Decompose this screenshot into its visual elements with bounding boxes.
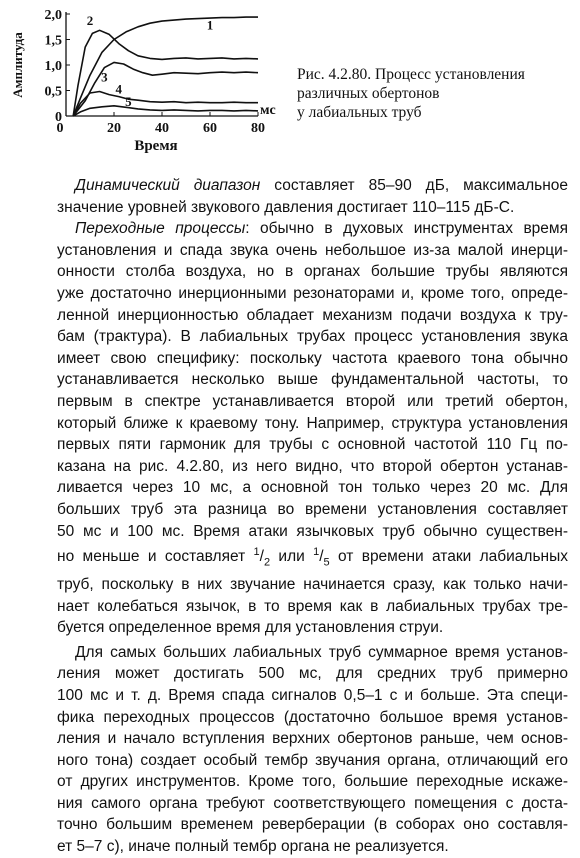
line-text: который ближе к краевому тону. Например, структура установления <box>57 414 568 432</box>
y-tick-label: 1,0 <box>44 59 62 74</box>
line-text: точно большим временем реверберации (в соборах оно составля- <box>57 816 568 834</box>
line-text: ления может достигать 500 мс, для средних труб примерно <box>57 665 568 683</box>
line-text: ления и начало вступления верхних обертонов раньше, чем основ- <box>57 730 568 748</box>
line-text: первым в спектре устанавливается второй или третий обертон, <box>57 392 568 410</box>
text-line <box>40 836 568 858</box>
paragraph-transients <box>40 218 568 639</box>
text-line <box>40 499 568 521</box>
line-text: онности столба воздуха, но в органах большие трубы являются <box>57 263 568 281</box>
line-text: первых пяти гармоник для трубы с основной частотой 110 Гц по- <box>57 436 568 454</box>
text-line: буется определенное время для установления струи. <box>57 619 444 637</box>
x-unit-label: мс <box>260 103 276 118</box>
x-origin-label: 0 <box>56 121 64 136</box>
x-axis-title: Время <box>134 138 178 154</box>
line-text: Для самых больших лабиальных труб суммарное время установ- <box>75 643 568 661</box>
text-line <box>40 326 568 348</box>
text-line <box>40 240 568 262</box>
text-line-fractions <box>40 542 568 574</box>
line-text: значение уровней звукового давления достигает 110–115 дБ-С. <box>57 198 515 216</box>
paragraph-large-pipes <box>40 642 568 858</box>
series-1-label: 1 <box>206 17 214 33</box>
line-text: ливается через 10 мс, а основной тон только через 20 мс. Для <box>57 479 568 497</box>
series-4-line <box>73 92 258 117</box>
caption-line: Рис. 4.2.80. Процесс установления <box>297 66 525 83</box>
caption-line: у лабиальных труб <box>297 104 422 121</box>
line-text: 50 мс и 100 мс. Время атаки язычковых труб обычно существен- <box>57 522 568 540</box>
text-line <box>40 663 568 685</box>
text-line: нает колебаться язычок, в то время как в лабиальных трубах тре- <box>57 597 568 615</box>
series-1-line <box>73 17 258 116</box>
x-tick-label: 20 <box>107 121 121 136</box>
text-line <box>40 814 568 836</box>
text-line <box>40 391 568 413</box>
line-text: ленной инерционностью обладает механизм подачи воздуха к тру- <box>57 306 568 324</box>
line-text: 100 мс и т. д. Время спада сигналов 0,5–1 с и больше. Эта специ- <box>57 686 568 704</box>
emphasis-term: Переходные процессы <box>75 220 246 238</box>
figure-4-2-80 <box>0 0 580 175</box>
y-axis-title: Амплитуда <box>10 32 25 98</box>
text-line <box>40 750 568 772</box>
y-tick-label: 0 <box>55 110 62 125</box>
line-text: но меньше и составляет <box>57 548 254 566</box>
series-4-label: 4 <box>115 81 123 97</box>
series-5-line <box>73 106 258 116</box>
series-5-label: 5 <box>125 93 132 109</box>
fraction-slash: / <box>259 548 264 566</box>
line-text: составляет 85–90 дБ, максимальное <box>260 177 568 194</box>
fraction-slash: / <box>319 548 324 566</box>
line-text: устанавливается несколько выше фундаментальной частоты, то <box>57 371 568 389</box>
text-line <box>40 456 568 478</box>
article-body <box>40 175 568 858</box>
text-line <box>40 175 568 197</box>
line-text: бам (трактура). В лабиальных трубах процесс установления звука <box>57 328 568 346</box>
line-text: ного тона) создает особый тембр звучания органа, отличающий его <box>57 751 568 769</box>
line-text: или <box>270 548 314 566</box>
line-text: уже достаточно инерционными резонаторами и, кроме того, опреде- <box>57 284 568 302</box>
text-line <box>40 771 568 793</box>
y-tick-label: 1,5 <box>44 33 62 49</box>
line-text: имеет свою специфику: поскольку частота краевого тона обычно <box>57 349 568 367</box>
text-line <box>40 348 568 370</box>
line-text: установления и спада звука очень небольшое из-за малой инерци- <box>57 241 568 259</box>
fraction-numerator: 1 <box>253 546 260 559</box>
paragraph-dynamic-range <box>40 175 568 218</box>
fraction-denominator: 5 <box>323 556 330 569</box>
text-line <box>40 793 568 815</box>
x-tick-label: 40 <box>155 121 169 136</box>
line-text: : обычно в духовых инструментах время <box>245 220 568 238</box>
fraction-numerator: 1 <box>313 546 320 559</box>
text-line <box>40 707 568 729</box>
y-tick-label: 0,5 <box>44 84 62 100</box>
line-text: казана на рис. 4.2.80, из него видно, что второй обертон устанав- <box>57 457 568 475</box>
chart-axes <box>66 12 258 116</box>
text-line <box>40 283 568 305</box>
x-tick-label: 80 <box>251 121 265 136</box>
y-tick-label: 2,0 <box>44 8 62 23</box>
text-line <box>40 642 568 664</box>
line-text: от времени атаки лабиальных <box>329 548 568 566</box>
text-line <box>40 413 568 435</box>
text-line <box>40 728 568 750</box>
line-text: фика переходных процессов (достаточно большое время установ- <box>57 708 568 726</box>
text-line <box>40 305 568 327</box>
x-tick-label: 60 <box>203 121 217 136</box>
text-line <box>40 477 568 499</box>
chart-series <box>73 17 258 116</box>
text-line <box>40 197 568 219</box>
text-line <box>40 434 568 456</box>
text-line <box>40 261 568 283</box>
line-text: ния самого органа требуют соответствующего помещения с доста- <box>57 794 568 812</box>
emphasis-term: Динамический диапазон <box>75 177 261 194</box>
caption-line: различных обертонов <box>297 85 440 102</box>
figure-caption <box>297 65 567 122</box>
text-line: труб, поскольку в них звучание начинается сразу, как только начи- <box>57 575 568 593</box>
text-line <box>40 685 568 707</box>
line-text: больших труб эта разница во времени установления составляет <box>57 500 568 518</box>
text-line <box>40 218 568 240</box>
series-3-label: 3 <box>101 69 108 85</box>
line-text: от других инструментов. Кроме того, большие переходные искаже- <box>57 773 568 791</box>
text-line <box>40 369 568 391</box>
fraction-denominator: 2 <box>263 556 271 569</box>
line-text: ет 5–7 с), иначе полный тембр органа не реализуется. <box>57 838 449 856</box>
overtone-chart <box>0 0 290 175</box>
series-2-label: 2 <box>86 13 94 29</box>
text-line <box>40 521 568 543</box>
